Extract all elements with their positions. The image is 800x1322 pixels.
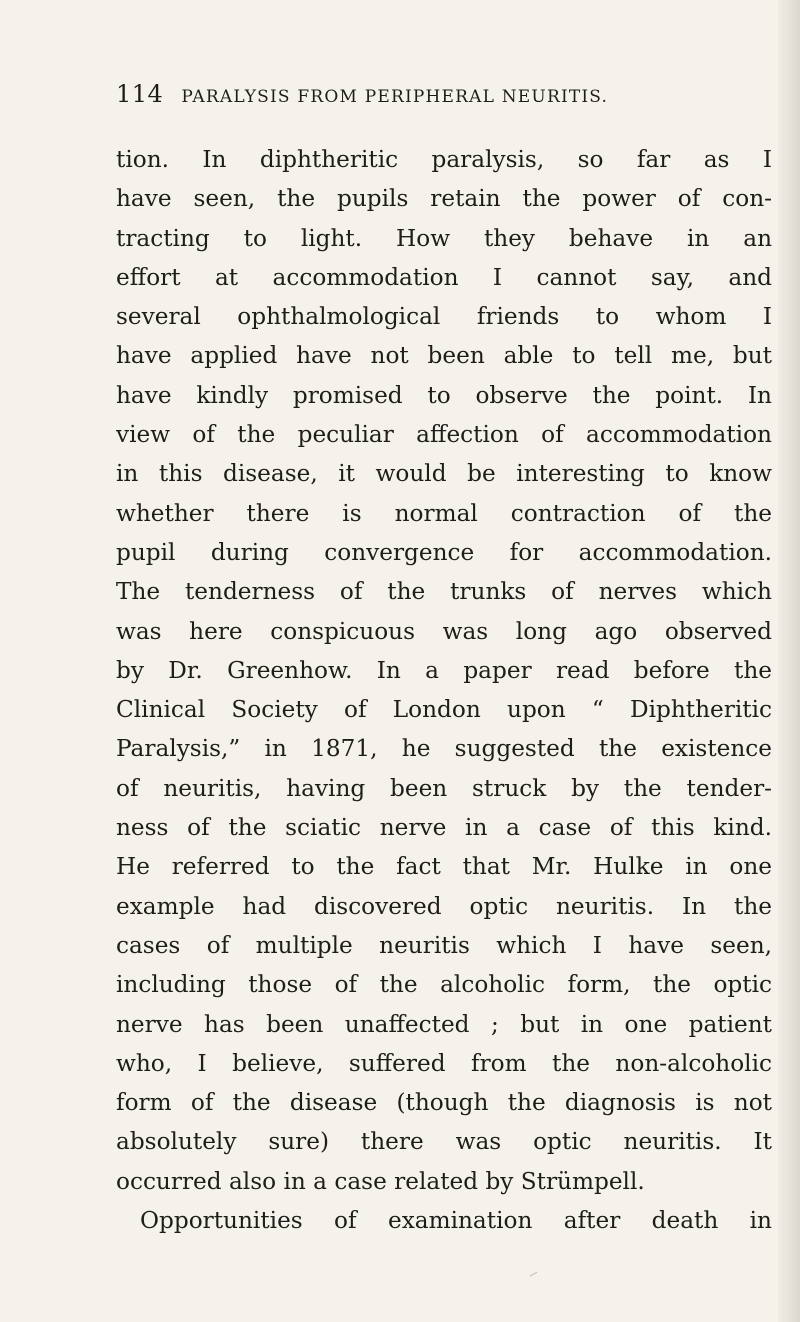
text-line: occurred also in a case related by Strümpell. — [116, 1167, 645, 1195]
text-line: whether there is normal contraction of the — [116, 499, 772, 527]
text-line: Clinical Society of London upon “ Diphtheritic — [116, 696, 772, 724]
text-line: who, I believe, suffered from the non-alcoholic — [116, 1049, 772, 1077]
text-line: form of the disease (though the diagnosis is not — [116, 1089, 772, 1117]
text-line: absolutely sure) there was optic neuritis. It — [116, 1128, 772, 1156]
page-number: 114 — [116, 80, 164, 108]
text-line: in this disease, it would be interesting to know — [116, 460, 772, 488]
text-line: Opportunities of examination after death in — [140, 1207, 772, 1235]
page-edge-shadow — [778, 0, 800, 1322]
text-line: several ophthalmological friends to whom I — [116, 303, 772, 331]
text-line: was here conspicuous was long ago observed — [116, 617, 772, 645]
text-line: Paralysis,” in 1871, he suggested the existence — [116, 735, 772, 763]
page-header — [116, 80, 676, 116]
text-line: have seen, the pupils retain the power of con- — [116, 185, 772, 213]
text-line: ness of the sciatic nerve in a case of this kind. — [116, 814, 772, 842]
text-line: have applied have not been able to tell me, but — [116, 342, 772, 370]
text-line: tion. In diphtheritic paralysis, so far as I — [116, 146, 772, 173]
text-line: have kindly promised to observe the point. In — [116, 381, 772, 409]
text-line: including those of the alcoholic form, the optic — [116, 971, 772, 999]
text-line: nerve has been unaffected ; but in one patient — [116, 1010, 772, 1038]
text-line: effort at accommodation I cannot say, and — [116, 263, 772, 291]
text-line: pupil during convergence for accommodation. — [116, 538, 772, 566]
text-line: view of the peculiar affection of accommodation — [116, 421, 772, 449]
text-line: He referred to the fact that Mr. Hulke in one — [116, 853, 772, 881]
text-line: tracting to light. How they behave in an — [116, 224, 772, 252]
text-line: of neuritis, having been struck by the tender- — [116, 774, 772, 802]
text-line: The tenderness of the trunks of nerves which — [116, 578, 772, 606]
text-line: example had discovered optic neuritis. In the — [116, 892, 772, 920]
body-text — [116, 140, 772, 1270]
running-title: PARALYSIS FROM PERIPHERAL NEURITIS. — [181, 87, 609, 107]
text-line: by Dr. Greenhow. In a paper read before the — [116, 656, 772, 684]
text-line: cases of multiple neuritis which I have seen, — [116, 931, 772, 959]
